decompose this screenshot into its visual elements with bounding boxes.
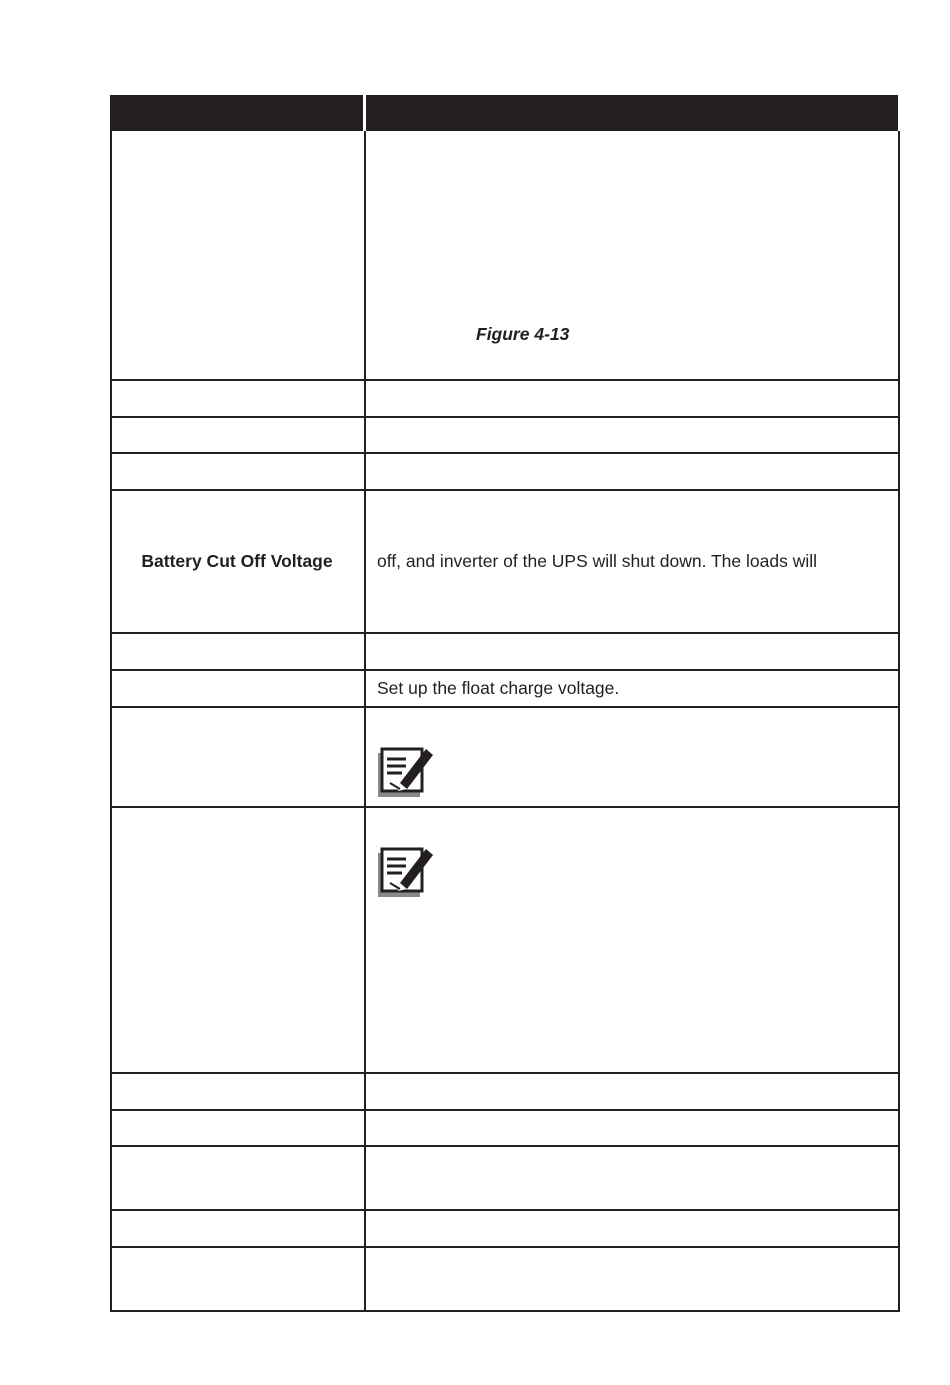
column-divider	[364, 131, 366, 1312]
row-divider	[110, 669, 898, 671]
row-divider	[110, 1145, 898, 1147]
row-divider	[110, 1209, 898, 1211]
header-divider	[363, 95, 366, 131]
row-divider	[110, 1072, 898, 1074]
row-divider	[110, 806, 898, 808]
note-pencil-icon	[376, 745, 436, 801]
figure-caption: Figure 4-13	[476, 324, 570, 344]
row-divider	[110, 632, 898, 634]
row-label-battery-cut-off-voltage: Battery Cut Off Voltage	[141, 551, 333, 571]
row-divider	[110, 489, 898, 491]
row-divider	[110, 452, 898, 454]
note-pencil-icon	[376, 845, 436, 901]
settings-table	[110, 95, 898, 1312]
row-divider	[110, 379, 898, 381]
row-divider	[110, 1109, 898, 1111]
row-divider	[110, 416, 898, 418]
row-divider	[110, 1246, 898, 1248]
row-divider	[110, 706, 898, 708]
row-description-battery-cut-off-voltage: off, and inverter of the UPS will shut down. The loads will	[377, 551, 817, 571]
row-description-float-charge-voltage: Set up the float charge voltage.	[377, 678, 620, 698]
table-frame	[110, 131, 900, 1312]
table-header	[110, 95, 898, 131]
